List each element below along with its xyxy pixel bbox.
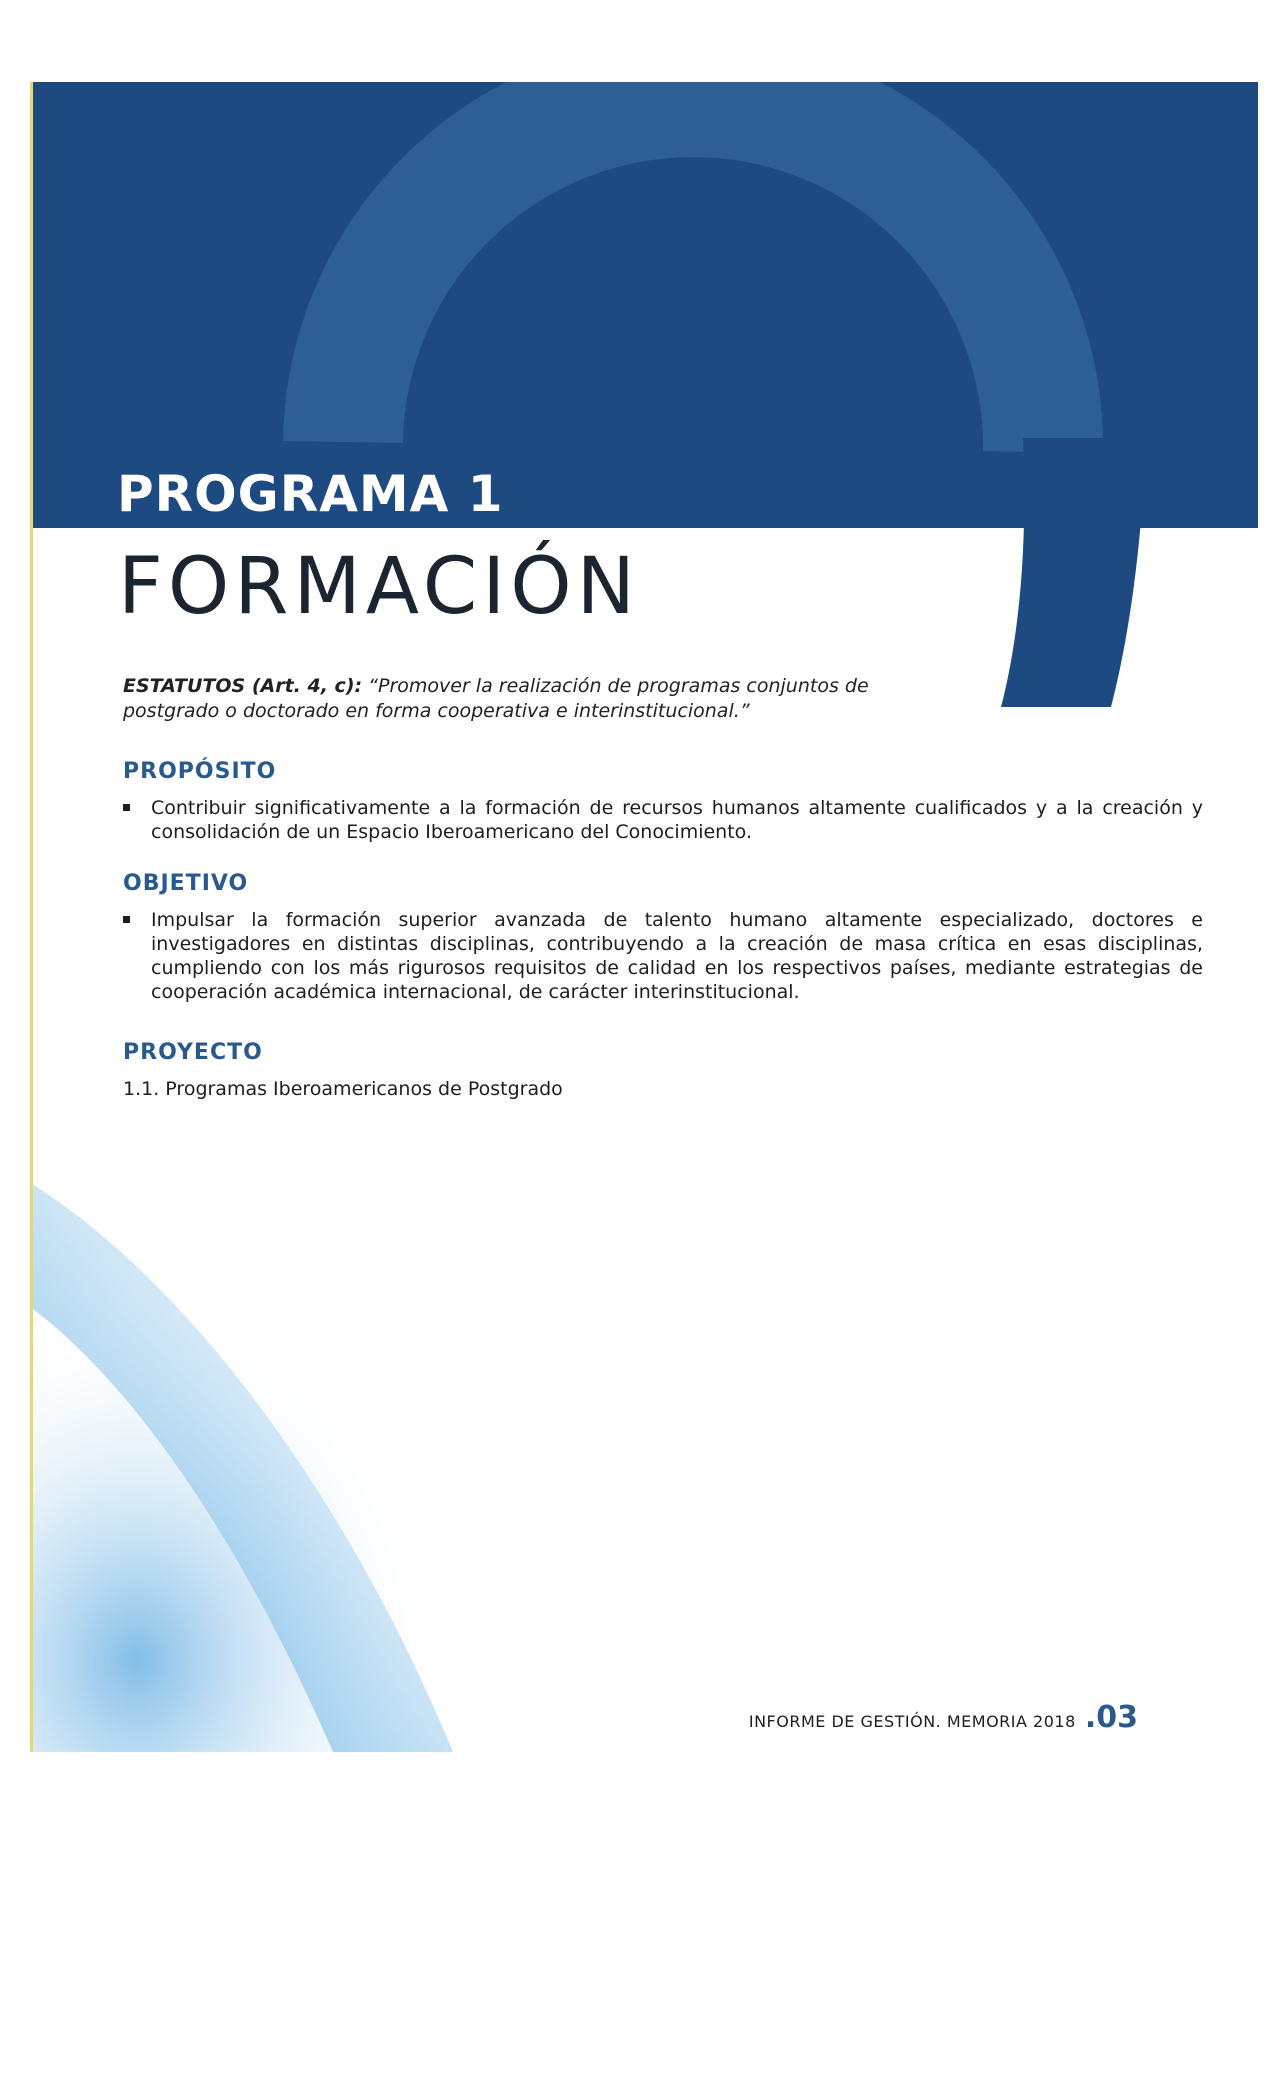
statutes-reference: ESTATUTOS (Art. 4, c):	[123, 675, 363, 697]
section-proyecto	[123, 1039, 1203, 1101]
square-bullet-icon	[123, 804, 130, 811]
section-proposito	[123, 758, 1203, 844]
objetivo-heading: OBJETIVO	[123, 871, 249, 896]
blue-arc-tail	[1001, 438, 1146, 707]
proposito-heading: PROPÓSITO	[123, 759, 277, 784]
proyecto-item: 1.1. Programas Iberoamericanos de Postgrado	[123, 1078, 563, 1100]
objetivo-bullet-text: Impulsar la formación superior avanzada de talento humano altamente especializado, doctores e investigadores en distintas disciplinas, contribuyendo a la creación de masa crítica en esas disciplinas, cumpliendo con los más rigurosos requisitos de calidad en los respectivos países, mediante estrategias de cooperación académica internacional, de carácter interinstitucional.	[151, 909, 1203, 1003]
statutes-quote	[123, 674, 943, 724]
square-bullet-icon	[123, 916, 130, 923]
section-objetivo	[123, 870, 1203, 1004]
footer-text: INFORME DE GESTIÓN. MEMORIA 2018	[748, 1712, 1076, 1731]
page-title: FORMACIÓN	[118, 542, 640, 632]
page-number: .03	[1084, 1700, 1138, 1735]
proposito-bullet-text: Contribuir significativamente a la formación de recursos humanos altamente cualificados y a la creación y consolidación de un Espacio Iberoamericano del Conocimiento.	[151, 797, 1203, 843]
report-page	[30, 82, 1258, 1752]
page-footer	[749, 1700, 1138, 1735]
statutes-text: “Promover la realización de programas conjuntos de postgrado o doctorado en forma cooperativa e interinstitucional.”	[123, 675, 869, 722]
objetivo-bullet	[123, 908, 1203, 1004]
header-ring	[343, 97, 1043, 452]
proyecto-heading: PROYECTO	[123, 1040, 263, 1065]
proposito-bullet	[123, 796, 1203, 844]
program-label: PROGRAMA 1	[117, 465, 504, 523]
